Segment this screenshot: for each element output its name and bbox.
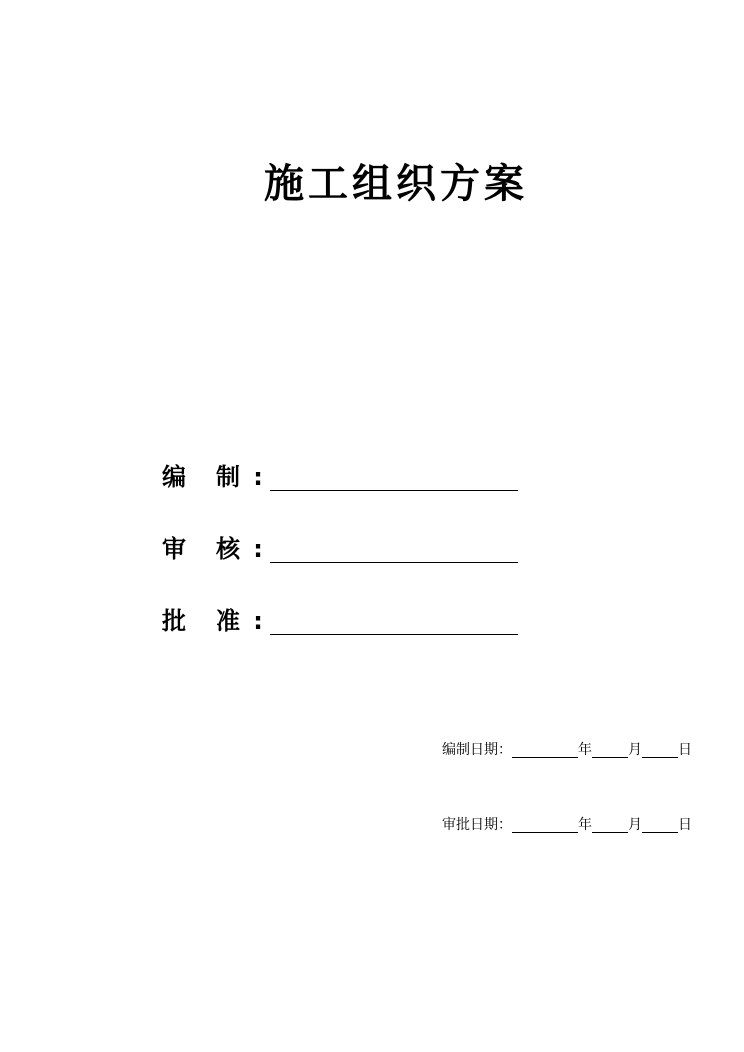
compile-date-label: 编制日期： xyxy=(442,742,512,758)
signature-label-char: 批 xyxy=(162,606,186,635)
signature-label-approve xyxy=(162,606,246,636)
approve-date-month-blank[interactable] xyxy=(592,816,628,833)
signature-label-char: 准 xyxy=(216,606,240,635)
month-label: 月 xyxy=(628,742,642,758)
document-title: 施工组织方案 xyxy=(264,160,528,207)
month-label: 月 xyxy=(628,817,642,833)
approve-date-label: 审批日期： xyxy=(442,817,512,833)
signature-label-compile xyxy=(162,462,246,492)
compile-date-day-blank[interactable] xyxy=(642,741,678,758)
signature-colon: : xyxy=(253,607,263,635)
day-label: 日 xyxy=(678,742,692,758)
approve-date-year-blank[interactable] xyxy=(512,816,578,833)
signature-colon: : xyxy=(253,463,263,491)
signature-line-compile[interactable] xyxy=(270,460,518,491)
compile-date-year-blank[interactable] xyxy=(512,741,578,758)
signature-row-approve xyxy=(162,602,518,636)
year-label: 年 xyxy=(578,817,592,833)
signature-colon: : xyxy=(253,535,263,563)
signature-label-review xyxy=(162,534,246,564)
signature-label-char: 审 xyxy=(162,534,186,563)
signature-row-compile xyxy=(162,458,518,492)
signature-label-char: 制 xyxy=(216,462,240,491)
approve-date-row xyxy=(442,815,692,835)
year-label: 年 xyxy=(578,742,592,758)
day-label: 日 xyxy=(678,817,692,833)
signature-line-approve[interactable] xyxy=(270,604,518,635)
signature-label-char: 编 xyxy=(162,462,186,491)
signature-label-char: 核 xyxy=(216,534,240,563)
compile-date-month-blank[interactable] xyxy=(592,741,628,758)
approve-date-day-blank[interactable] xyxy=(642,816,678,833)
signature-row-review xyxy=(162,530,518,564)
compile-date-row xyxy=(442,740,692,760)
signature-line-review[interactable] xyxy=(270,532,518,563)
